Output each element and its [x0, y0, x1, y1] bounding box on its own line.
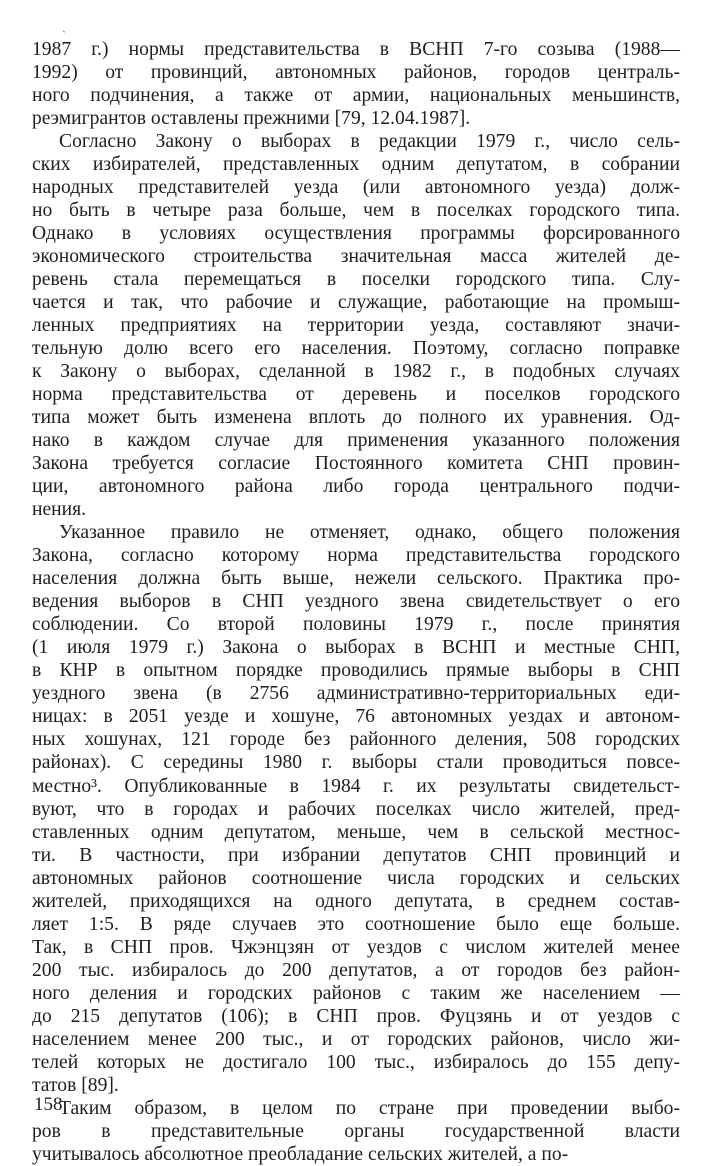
text-line: жителей, приходящихся на одного депутата, в среднем состав- — [32, 890, 680, 912]
text-line: уездного звена (в 2756 административно-территориальных еди- — [32, 683, 680, 705]
text-line: учитывалось абсолютное преобладание сельских жителей, а по- — [32, 1143, 569, 1165]
text-line: экономического строительства значительная масса жителей де- — [32, 246, 680, 268]
paragraph — [32, 1097, 680, 1166]
text-line: ских избирателей, представленных одним депутатом, в собрании — [32, 154, 680, 176]
scan-mark: ˋ — [62, 28, 66, 42]
text-line: ного подчинения, а также от армии, национальных меньшинств, — [32, 85, 680, 107]
text-line: Закона, согласно которому норма представительства городского — [32, 545, 680, 567]
text-line: Закона требуется согласие Постоянного комитета СНП провин- — [32, 453, 680, 475]
paragraph — [32, 38, 680, 130]
text-line: тельную долю всего его населения. Поэтому, согласно поправке — [32, 338, 680, 360]
text-line: населения должна быть выше, нежели сельского. Практика про- — [32, 568, 680, 590]
text-line: местно³. Опубликованные в 1984 г. их результаты свидетельст- — [32, 775, 680, 797]
text-line: населением менее 200 тыс., и от городских районов, число жи- — [32, 1028, 680, 1050]
text-line: Таким образом, в целом по стране при проведении выбо- — [59, 1097, 680, 1119]
text-line: норма представительства от деревень и поселков городского — [32, 384, 680, 406]
text-line: но быть в четыре раза больше, чем в поселках городского типа. — [32, 200, 680, 222]
text-line: ведения выборов в СНП уездного звена свидетельствует о его — [32, 591, 680, 613]
text-line: ленных предприятиях на территории уезда, составляют значи- — [32, 315, 680, 337]
body-text — [32, 38, 680, 1166]
paragraph — [32, 130, 680, 521]
text-line: нако в каждом случае для применения указанного положения — [32, 430, 680, 452]
text-line: Однако в условиях осуществления программы форсированного — [32, 223, 680, 245]
text-line: Согласно Закону о выборах в редакции 1979 г., число сель- — [59, 131, 680, 153]
text-line: ного деления и городских районов с таким же населением — — [32, 982, 680, 1004]
text-line: к Закону о выборах, сделанной в 1982 г., в подобных случаях — [32, 361, 680, 383]
text-line: ции, автономного района либо города центрального подчи- — [32, 476, 680, 498]
page-number: 158 — [34, 1094, 63, 1115]
text-line: районах). С середины 1980 г. выборы стали проводиться повсе- — [32, 752, 680, 774]
text-line: автономных районов соотношение числа городских и сельских — [32, 867, 680, 889]
text-line: ляет 1:5. В ряде случаев это соотношение было еще больше. — [32, 913, 680, 935]
text-line: 1992) от провинций, автономных районов, городов централь- — [32, 62, 680, 84]
text-line: Указанное правило не отменяет, однако, общего положения — [59, 522, 680, 544]
text-line: соблюдении. Со второй половины 1979 г., после принятия — [32, 614, 680, 636]
text-line: ров в представительные органы государственной власти — [32, 1120, 680, 1142]
text-line: ти. В частности, при избрании депутатов СНП провинций и — [32, 844, 680, 866]
text-line: реэмигрантов оставлены прежними [79, 12.04.1987]. — [32, 108, 471, 130]
text-line: телей которых не достигало 100 тыс., избиралось до 155 депу- — [32, 1051, 680, 1073]
text-line: Так, в СНП пров. Чжэнцзян от уездов с числом жителей менее — [32, 936, 680, 958]
text-line: вуют, что в городах и рабочих поселках число жителей, пред- — [32, 798, 680, 820]
paragraph — [32, 521, 680, 1096]
text-line: 1987 г.) нормы представительства в ВСНП 7-го созыва (1988— — [32, 39, 680, 60]
text-line: (1 июля 1979 г.) Закона о выборах в ВСНП и местные СНП, — [32, 637, 680, 659]
text-line: ных хошунах, 121 городе без районного деления, 508 городских — [32, 729, 680, 751]
text-line: 200 тыс. избиралось до 200 депутатов, а от городов без район- — [32, 959, 680, 981]
text-line: ревень стала перемещаться в поселки городского типа. Слу- — [32, 269, 680, 291]
text-line: ницах: в 2051 уезде и хошуне, 76 автономных уездах и автоном- — [32, 706, 680, 728]
text-line: нения. — [32, 499, 87, 521]
text-line: типа может быть изменена вплоть до полного их уравнения. Од- — [32, 407, 680, 429]
text-line: чается и так, что рабочие и служащие, работающие на промыш- — [32, 292, 680, 314]
text-line: татов [89]. — [32, 1074, 119, 1096]
text-line: народных представителей уезда (или автономного уезда) долж- — [32, 177, 680, 199]
text-line: ставленных одним депутатом, меньше, чем в сельской местнос- — [32, 821, 680, 843]
text-line: до 215 депутатов (106); в СНП пров. Фуцзянь и от уездов с — [32, 1005, 680, 1027]
text-line: в КНР в опытном порядке проводились прямые выборы в СНП — [32, 660, 680, 682]
